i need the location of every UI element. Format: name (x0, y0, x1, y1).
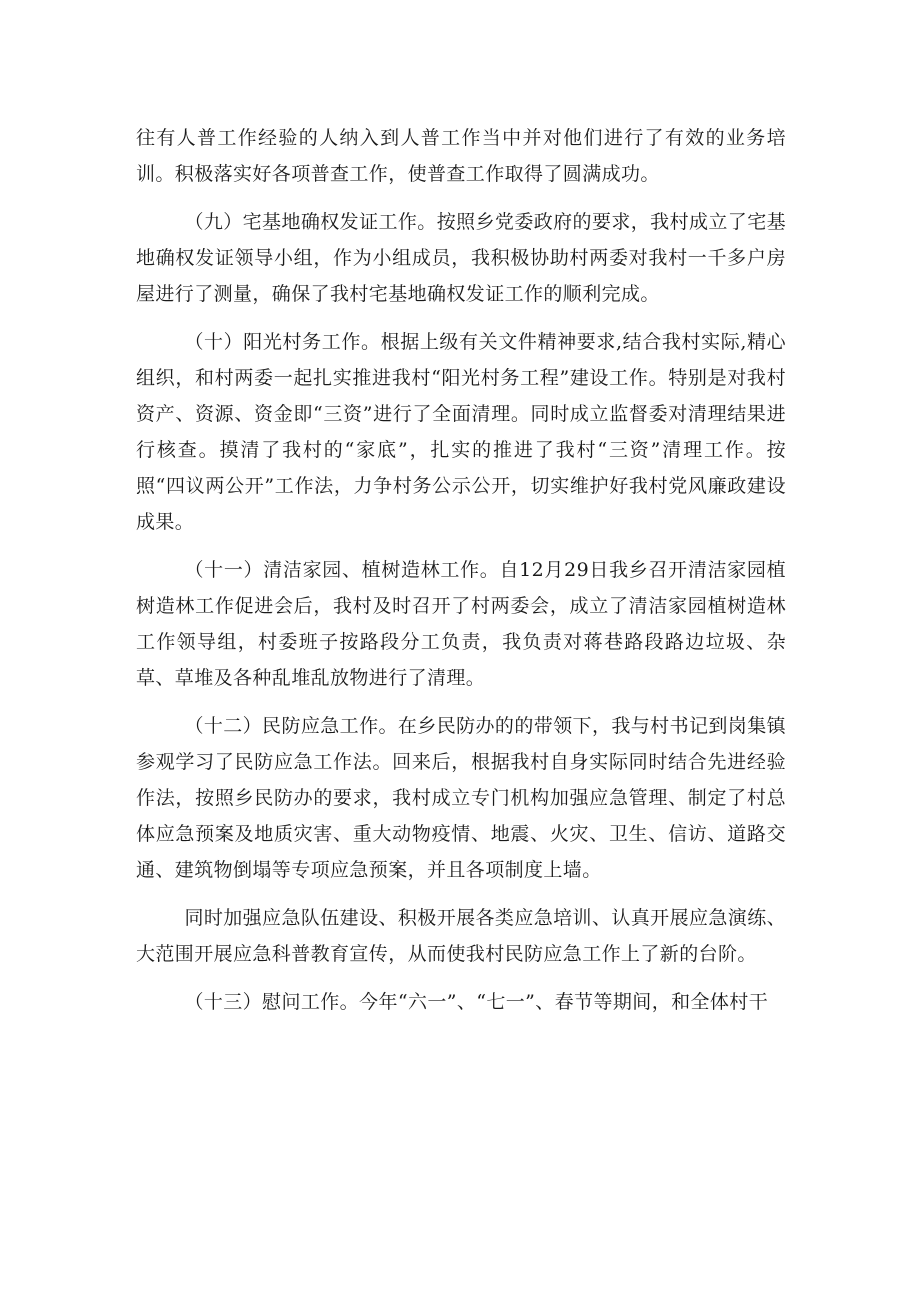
paragraph-emergency-team-building: 同时加强应急队伍建设、积极开展各类应急培训、认真开展应急演练、大范围开展应急科普教育宣传，从而使我村民防应急工作上了新的台阶。 (136, 907, 786, 965)
paragraph-condolence-work: （十三）慰问工作。今年“六一”、“七一”、春节等期间，和全体村干 (184, 991, 769, 1013)
paragraph-clean-home-afforestation: （十一）清洁家园、植树造林工作。自12月29日我乡召开清洁家园植树造林工作促进会后，我村及时召开了村两委会，成立了清洁家园植树造林工作领导组，村委班子按路段分工负责，我负责对蒋巷路段路边垃圾、杂草、草堆及各种乱堆乱放物进行了清理。 (136, 559, 786, 689)
paragraph-continuation: 往有人普工作经验的人纳入到人普工作当中并对他们进行了有效的业务培训。积极落实好各项普查工作，使普查工作取得了圆满成功。 (136, 127, 786, 185)
paragraph-sunshine-village-affairs: （十）阳光村务工作。根据上级有关文件精神要求,结合我村实际,精心组织，和村两委一起扎实推进我村“阳光村务工程”建设工作。特别是对我村资产、资源、资金即“三资”进行了全面清理。同时成立监督委对清理结果进行核查。摸清了我村的“家底”，扎实的推进了我村“三资”清理工作。按照“四议两公开”工作法，力争村务公示公开，切实维护好我村党风廉政建设成果。 (136, 331, 786, 533)
document-body (136, 120, 786, 1032)
paragraph-homestead-certification: （九）宅基地确权发证工作。按照乡党委政府的要求，我村成立了宅基地确权发证领导小组，作为小组成员，我积极协助村两委对我村一千多户房屋进行了测量，确保了我村宅基地确权发证工作的顺利完成。 (136, 211, 786, 305)
paragraph-civil-defense-emergency: （十二）民防应急工作。在乡民防办的的带领下，我与村书记到岗集镇参观学习了民防应急工作法。回来后，根据我村自身实际同时结合先进经验作法，按照乡民防办的要求，我村成立专门机构加强应急管理、制定了村总体应急预案及地质灾害、重大动物疫情、地震、火灾、卫生、信访、道路交通、建筑物倒塌等专项应急预案，并且各项制度上墙。 (136, 715, 786, 881)
